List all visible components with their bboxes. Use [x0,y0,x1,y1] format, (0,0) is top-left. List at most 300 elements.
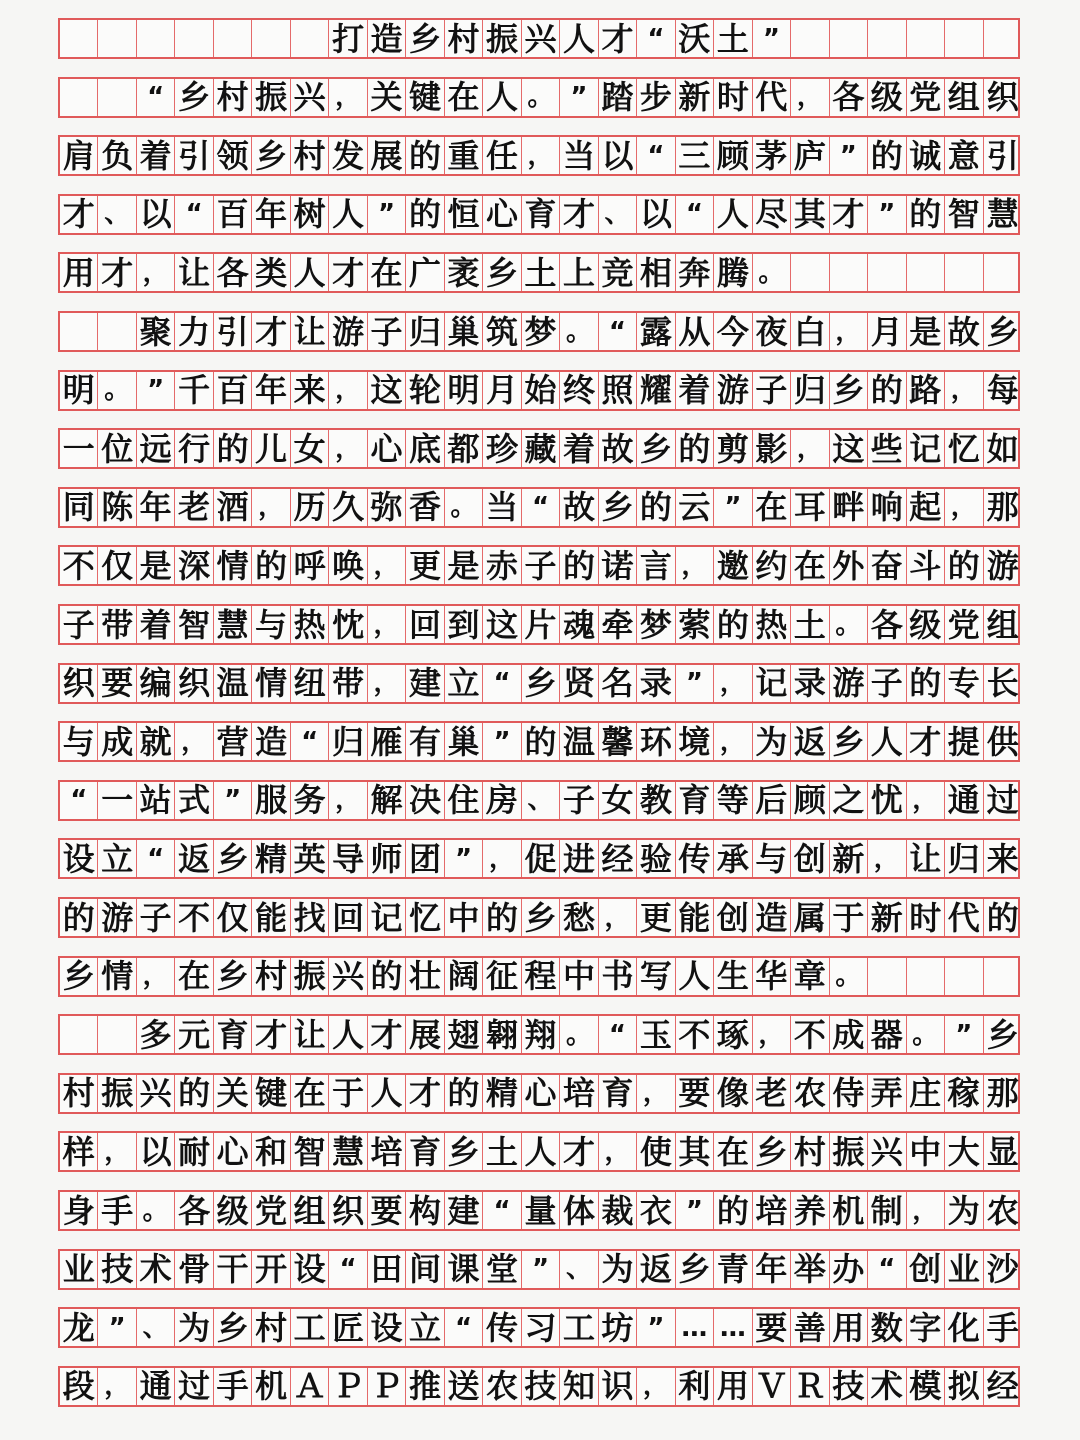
grid-cell: 老 [175,489,213,526]
grid-cell: 人 [368,1075,406,1112]
grid-cell: 裁 [599,1192,637,1229]
grid-cell: 办 [830,1251,868,1288]
grid-cell: 量 [522,1192,560,1229]
grid-cell: 剪 [714,430,752,467]
grid-cell: 当 [483,489,521,526]
grid-cell: 专 [945,665,983,702]
grid-cell: 愁 [560,899,598,936]
grid-cell: 的 [945,547,983,584]
grid-cell: ” [214,782,252,819]
grid-cell: 中 [445,899,483,936]
grid-row [58,370,1020,411]
grid-cell: 青 [714,1251,752,1288]
grid-cell: 机 [252,1368,290,1405]
grid-cell: 振 [483,20,521,57]
grid-cell: 乡 [445,1133,483,1170]
grid-cell: 响 [868,489,906,526]
grid-cell: 术 [868,1368,906,1405]
grid-row [58,428,1020,469]
grid-cell: 务 [291,782,329,819]
grid-cell: 村 [252,958,290,995]
grid-cell: 让 [291,1016,329,1053]
grid-cell: 回 [329,899,367,936]
grid-cell: 要 [753,1309,791,1346]
grid-cell: 兴 [329,958,367,995]
grid-cell: 返 [175,840,213,877]
grid-cell: 育 [599,1075,637,1112]
grid-cell: 的 [714,606,752,643]
grid-cell [868,958,906,995]
grid-cell: ， [714,665,752,702]
grid-cell: 才 [560,1133,598,1170]
grid-cell: 不 [60,547,98,584]
grid-cell: 远 [137,430,175,467]
grid-cell: ” [945,1016,983,1053]
grid-cell: 各 [868,606,906,643]
grid-cell: 邀 [714,547,752,584]
grid-cell: 乡 [830,372,868,409]
grid-cell: 尽 [753,196,791,233]
grid-cell: 百 [214,196,252,233]
grid-cell: 的 [676,430,714,467]
grid-cell: 在 [753,489,791,526]
grid-cell [907,958,945,995]
grid-cell: 照 [599,372,637,409]
grid-cell: 三 [676,137,714,174]
grid-cell: 子 [560,782,598,819]
grid-cell: 人 [560,20,598,57]
grid-cell: 乡 [522,899,560,936]
grid-cell: 约 [753,547,791,584]
grid-cell: 育 [522,196,560,233]
grid-cell: 同 [60,489,98,526]
grid-cell [98,313,136,350]
grid-cell: 就 [137,723,175,760]
grid-cell: 的 [907,665,945,702]
grid-cell: 一 [98,782,136,819]
grid-cell: 游 [986,546,1019,585]
grid-cell: “ [483,1192,521,1229]
grid-cell: 身 [60,1192,98,1229]
grid-cell: 聚 [137,313,175,350]
grid-cell: 兴 [522,20,560,57]
grid-row [58,838,1020,879]
grid-cell: 有 [406,723,444,760]
grid-cell: 知 [560,1368,598,1405]
grid-cell: 忆 [406,899,444,936]
grid-cell: 久 [329,489,367,526]
grid-cell: 的 [637,489,675,526]
grid-cell: 顾 [714,137,752,174]
grid-cell: 立 [406,1309,444,1346]
grid-cell: ， [637,1075,675,1112]
grid-cell: 回 [406,606,444,643]
grid-cell: 兴 [868,1133,906,1170]
grid-cell: 言 [637,547,675,584]
grid-cell: 新 [868,899,906,936]
grid-cell: 让 [907,840,945,877]
grid-cell: 其 [791,196,829,233]
grid-cell: 千 [175,372,213,409]
grid-cell [60,20,98,57]
grid-cell: 时 [907,899,945,936]
grid-cell: 经 [599,840,637,877]
grid-cell [175,20,213,57]
grid-cell: 立 [445,665,483,702]
grid-cell: 村 [214,79,252,116]
grid-cell: 的 [714,1192,752,1229]
grid-cell: 的 [986,898,1019,937]
grid-cell: 中 [907,1133,945,1170]
grid-cell: 利 [676,1368,714,1405]
grid-cell [945,20,983,57]
grid-cell: 仅 [214,899,252,936]
grid-cell: 造 [252,723,290,760]
grid-cell: 游 [714,372,752,409]
grid-cell: 机 [830,1192,868,1229]
grid-cell: 以 [137,196,175,233]
grid-row [58,1307,1020,1348]
grid-cell: 情 [98,958,136,995]
grid-cell: 故 [945,313,983,350]
grid-cell: ， [830,313,868,350]
grid-cell: 才 [368,1016,406,1053]
grid-cell: 庐 [791,137,829,174]
grid-cell: 农 [483,1368,521,1405]
grid-cell: Ｒ [791,1368,829,1405]
grid-cell: 精 [483,1075,521,1112]
grid-cell: 来 [291,372,329,409]
grid-cell: 与 [60,723,98,760]
grid-cell: 才 [252,1016,290,1053]
grid-cell: 才 [252,313,290,350]
grid-cell: 畔 [830,489,868,526]
grid-cell: 都 [445,430,483,467]
grid-cell: 服 [252,782,290,819]
grid-cell: 。 [830,606,868,643]
grid-cell: 匠 [329,1309,367,1346]
grid-cell: 引 [175,137,213,174]
grid-cell: “ [522,489,560,526]
grid-cell: 片 [522,606,560,643]
grid-cell: 制 [868,1192,906,1229]
grid-cell: 轮 [406,372,444,409]
grid-cell: ， [137,958,175,995]
grid-cell: 展 [368,137,406,174]
grid-cell [868,20,906,57]
grid-cell: ， [714,723,752,760]
grid-cell: 堂 [483,1251,521,1288]
grid-cell: 乡 [830,723,868,760]
grid-cell [252,20,290,57]
grid-cell [98,20,136,57]
grid-cell: 创 [791,840,829,877]
grid-cell: ， [522,137,560,174]
grid-cell: 白 [791,313,829,350]
grid-cell: 在 [791,547,829,584]
grid-cell: 以 [637,196,675,233]
grid-cell: 传 [676,840,714,877]
grid-cell [137,20,175,57]
grid-cell: 英 [291,840,329,877]
grid-cell: 些 [868,430,906,467]
grid-cell: 乡 [986,312,1019,351]
grid-cell: 后 [753,782,791,819]
grid-cell: 人 [868,723,906,760]
grid-cell: 始 [522,372,560,409]
grid-cell: 位 [98,430,136,467]
grid-cell: 心 [483,196,521,233]
grid-cell: 这 [483,606,521,643]
grid-cell: 乡 [252,137,290,174]
grid-cell: 代 [753,79,791,116]
grid-cell: 乡 [406,20,444,57]
grid-cell: 过 [986,781,1019,820]
grid-cell: 兴 [291,79,329,116]
grid-cell: ， [368,665,406,702]
grid-cell: 模 [907,1368,945,1405]
grid-cell: 验 [637,840,675,877]
grid-cell: 着 [560,430,598,467]
grid-cell: 筑 [483,313,521,350]
grid-cell: ， [599,1133,637,1170]
grid-cell: 是 [445,547,483,584]
grid-cell [984,20,1022,57]
grid-cell: 织 [60,665,98,702]
grid-cell: 更 [406,547,444,584]
grid-cell: 村 [291,137,329,174]
grid-row [58,780,1020,821]
grid-cell: 儿 [252,430,290,467]
grid-cell: 才 [406,1075,444,1112]
grid-cell: ， [791,430,829,467]
grid-cell: 推 [406,1368,444,1405]
grid-row [58,1073,1020,1114]
grid-cell: 记 [753,665,791,702]
grid-row [58,897,1020,938]
grid-cell: 游 [830,665,868,702]
grid-cell: 振 [252,79,290,116]
grid-cell: 和 [252,1133,290,1170]
grid-cell [868,254,906,291]
grid-cell: 以 [599,137,637,174]
grid-cell: 善 [791,1309,829,1346]
grid-cell: 与 [252,606,290,643]
grid-cell: 让 [291,313,329,350]
grid-cell: ” [445,840,483,877]
grid-cell: 组 [291,1192,329,1229]
grid-cell: 的 [483,899,521,936]
grid-cell: 大 [945,1133,983,1170]
grid-cell: 年 [252,372,290,409]
grid-cell: 土 [714,20,752,57]
grid-cell: 育 [676,782,714,819]
grid-cell: 云 [676,489,714,526]
grid-cell: 智 [945,196,983,233]
grid-cell: 终 [560,372,598,409]
grid-cell: 魂 [560,606,598,643]
grid-cell: 巢 [445,313,483,350]
grid-cell: 各 [830,79,868,116]
grid-cell: 衣 [637,1192,675,1229]
grid-cell [98,1016,136,1053]
grid-cell: 手 [214,1368,252,1405]
grid-cell: 女 [599,782,637,819]
grid-cell: 更 [637,899,675,936]
grid-cell: 送 [445,1368,483,1405]
grid-cell: 的 [406,137,444,174]
grid-cell: 心 [368,430,406,467]
grid-cell: 之 [830,782,868,819]
grid-cell: 的 [868,137,906,174]
grid-cell: 生 [714,958,752,995]
grid-cell: 沃 [676,20,714,57]
grid-cell: ， [637,1368,675,1405]
grid-cell: 月 [868,313,906,350]
grid-cell: 组 [945,79,983,116]
grid-cell: 乡 [214,958,252,995]
grid-cell: 兴 [137,1075,175,1112]
grid-cell: 深 [175,547,213,584]
grid-cell: 房 [483,782,521,819]
grid-cell: 党 [252,1192,290,1229]
grid-cell: “ [291,723,329,760]
grid-cell: 供 [986,722,1019,761]
grid-cell: 以 [137,1133,175,1170]
grid-cell: 温 [560,723,598,760]
grid-cell: 的 [522,723,560,760]
grid-cell: 引 [986,136,1019,175]
grid-cell: 技 [830,1368,868,1405]
grid-cell: 识 [599,1368,637,1405]
grid-cell: 耳 [791,489,829,526]
grid-cell: 关 [368,79,406,116]
grid-cell: ” [714,489,752,526]
grid-cell: 百 [214,372,252,409]
grid-cell: 开 [252,1251,290,1288]
grid-cell: 找 [291,899,329,936]
grid-cell: 慧 [986,195,1019,234]
grid-cell: ” [137,372,175,409]
grid-cell: 情 [214,547,252,584]
grid-cell: 。 [445,489,483,526]
grid-cell: 庄 [907,1075,945,1112]
grid-cell: 人 [522,1133,560,1170]
grid-cell: 骨 [175,1251,213,1288]
grid-cell: “ [599,313,637,350]
grid-cell: 影 [753,430,791,467]
grid-cell: 奔 [676,254,714,291]
grid-cell: 梦 [522,313,560,350]
grid-cell: 负 [98,137,136,174]
grid-cell: 沙 [986,1250,1019,1289]
grid-cell: 领 [214,137,252,174]
grid-cell: 元 [175,1016,213,1053]
grid-cell: 编 [137,665,175,702]
grid-cell: 能 [252,899,290,936]
grid-cell: 牵 [599,606,637,643]
grid-row [58,721,1020,762]
grid-cell [984,958,1022,995]
grid-cell: 。 [522,79,560,116]
grid-cell [945,254,983,291]
grid-cell: 珍 [483,430,521,467]
grid-cell: 才 [907,723,945,760]
grid-cell: 奋 [868,547,906,584]
grid-cell: 人 [676,958,714,995]
grid-cell: 乡 [175,79,213,116]
grid-cell: ， [676,547,714,584]
grid-cell: 才 [98,254,136,291]
grid-cell: 的 [907,196,945,233]
grid-cell: 站 [137,782,175,819]
grid-cell: 各 [214,254,252,291]
grid-cell: 年 [137,489,175,526]
grid-cell: 培 [560,1075,598,1112]
grid-cell: 技 [98,1251,136,1288]
grid-cell: 发 [329,137,367,174]
grid-cell: 精 [252,840,290,877]
grid-cell: 培 [753,1192,791,1229]
grid-cell: 境 [676,723,714,760]
grid-cell: 录 [637,665,675,702]
grid-cell: 才 [830,196,868,233]
grid-cell: 党 [907,79,945,116]
grid-cell: ， [98,1368,136,1405]
grid-cell [907,254,945,291]
grid-cell: 要 [98,665,136,702]
grid-cell: 关 [214,1075,252,1112]
grid-cell: 这 [830,430,868,467]
grid-cell: 意 [945,137,983,174]
grid-row [58,77,1020,118]
grid-cell: 当 [560,137,598,174]
grid-cell: 阔 [445,958,483,995]
grid-cell: 乡 [753,1133,791,1170]
grid-cell: 住 [445,782,483,819]
grid-cell: 乡 [676,1251,714,1288]
grid-cell: 每 [986,371,1019,410]
grid-cell: 乡 [637,430,675,467]
grid-cell: ” [522,1251,560,1288]
grid-cell: 子 [522,547,560,584]
grid-cell: 造 [368,20,406,57]
grid-cell: 女 [291,430,329,467]
grid-cell: “ [637,20,675,57]
grid-cell: 露 [637,313,675,350]
grid-cell: 振 [291,958,329,995]
grid-cell: “ [329,1251,367,1288]
grid-cell: 耀 [637,372,675,409]
grid-cell: ， [753,1016,791,1053]
grid-cell: 底 [406,430,444,467]
grid-cell: 写 [637,958,675,995]
grid-cell: 袤 [445,254,483,291]
grid-cell: … [676,1309,714,1346]
grid-cell: 唤 [329,547,367,584]
grid-cell: 萦 [676,606,714,643]
grid-cell: 建 [406,665,444,702]
grid-cell: 子 [753,372,791,409]
grid-cell: 用 [830,1309,868,1346]
grid-cell: ， [368,547,406,584]
grid-cell: 举 [791,1251,829,1288]
grid-cell: 的 [214,430,252,467]
grid-cell: 着 [676,372,714,409]
grid-cell: 名 [599,665,637,702]
grid-cell: 月 [483,372,521,409]
grid-cell: 那 [986,488,1019,527]
